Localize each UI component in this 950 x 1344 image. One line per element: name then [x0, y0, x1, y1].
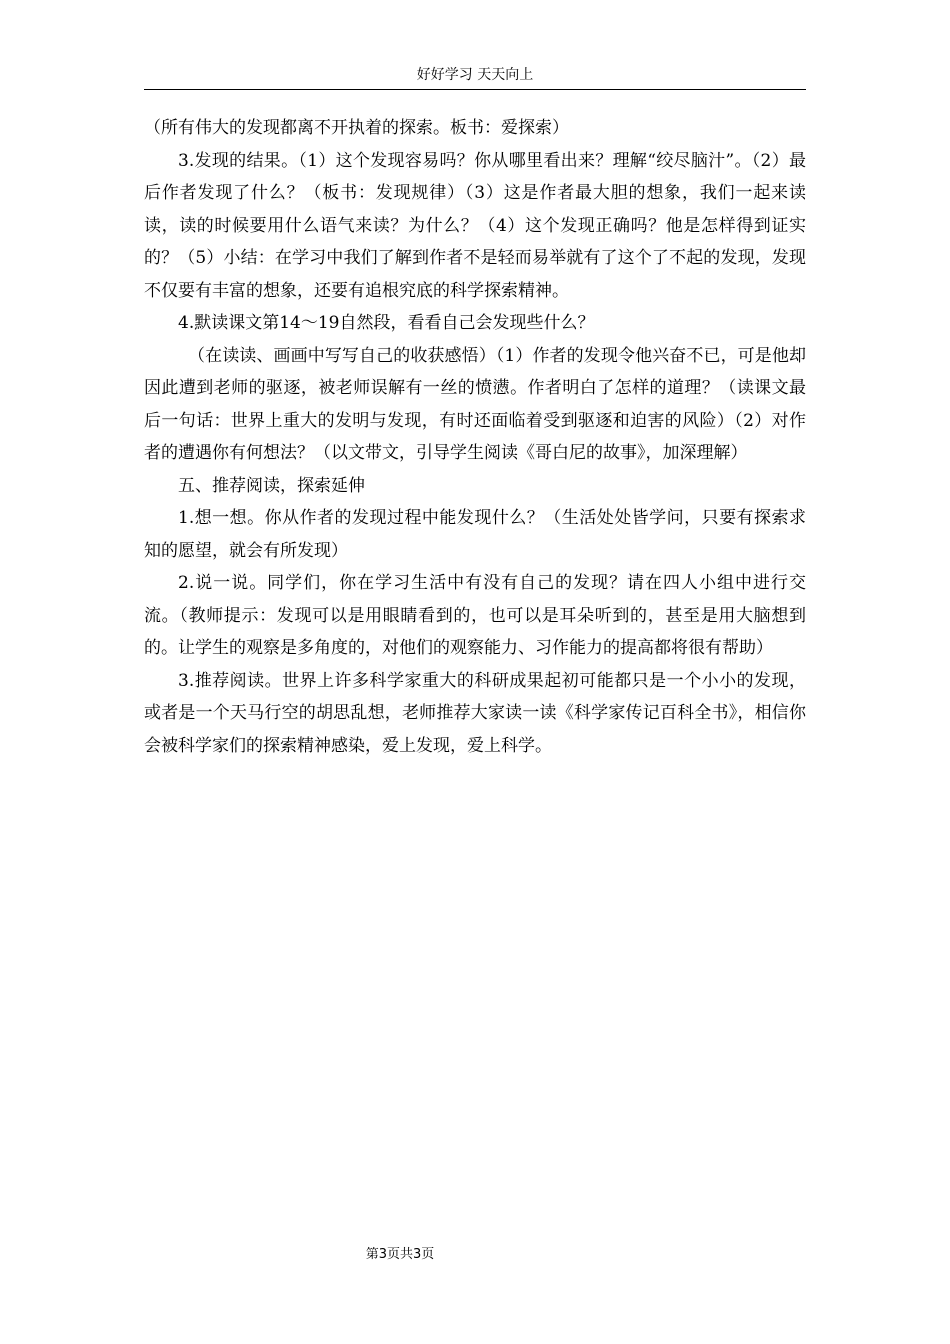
- header-title: 好好学习 天天向上: [416, 67, 534, 83]
- paragraph-1: 3.发现的结果。（1）这个发现容易吗？你从哪里看出来？理解“绞尽脑汁”。（2）最后作者发现了什么？（板书：发现规律）（3）这是作者最大胆的想象，我们一起来读读，读的时候要用什么语气来读？为什么？（4）这个发现正确吗？他是怎样得到证实的？（5）小结：在学习中我们了解到作者不是轻而易举就有了这个了不起的发现，发现不仅要有丰富的想象，还要有追根究底的科学探索精神。: [144, 150, 806, 301]
- section-heading-5: 五、推荐阅读，探索延伸: [178, 475, 365, 496]
- paragraph-3: （在读读、画画中写写自己的收获感悟）（1）作者的发现令他兴奋不已，可是他却因此遭到老师的驱逐，被老师误解有一丝的愤懑。作者明白了怎样的道理？（读课文最后一句话：世界上重大的发明与发现，有时还面临着受到驱逐和迫害的风险）（2）对作者的遭遇你有何想法？（以文带文，引导学生阅读《哥白尼的故事》，加深理解）: [144, 345, 806, 463]
- page-header: [144, 64, 806, 90]
- paragraph-6: 2.说一说。同学们，你在学习生活中有没有自己的发现？请在四人小组中进行交流。（教师提示：发现可以是用眼睛看到的，也可以是耳朵听到的，甚至是用大脑想到的。让学生的观察是多角度的，对他们的观察能力、习作能力的提高都将很有帮助）: [144, 573, 806, 658]
- document-body: [144, 112, 806, 762]
- paragraph-0: （所有伟大的发现都离不开执着的探索。板书：爱探索）: [144, 118, 569, 138]
- paragraph-5: 1.想一想。你从作者的发现过程中能发现什么？（生活处处皆学问，只要有探索求知的愿望，就会有所发现）: [144, 508, 806, 561]
- paragraph-7: 3.推荐阅读。世界上许多科学家重大的科研成果起初可能都只是一个小小的发现，或者是一个天马行空的胡思乱想，老师推荐大家读一读《科学家传记百科全书》，相信你会被科学家们的探索精神感染，爱上发现，爱上科学。: [144, 670, 806, 756]
- page-footer: [0, 1245, 800, 1265]
- page-number: 第3页共3页: [365, 1247, 435, 1262]
- paragraph-2: 4.默读课文第14～19自然段，看看自己会发现些什么？: [178, 313, 595, 333]
